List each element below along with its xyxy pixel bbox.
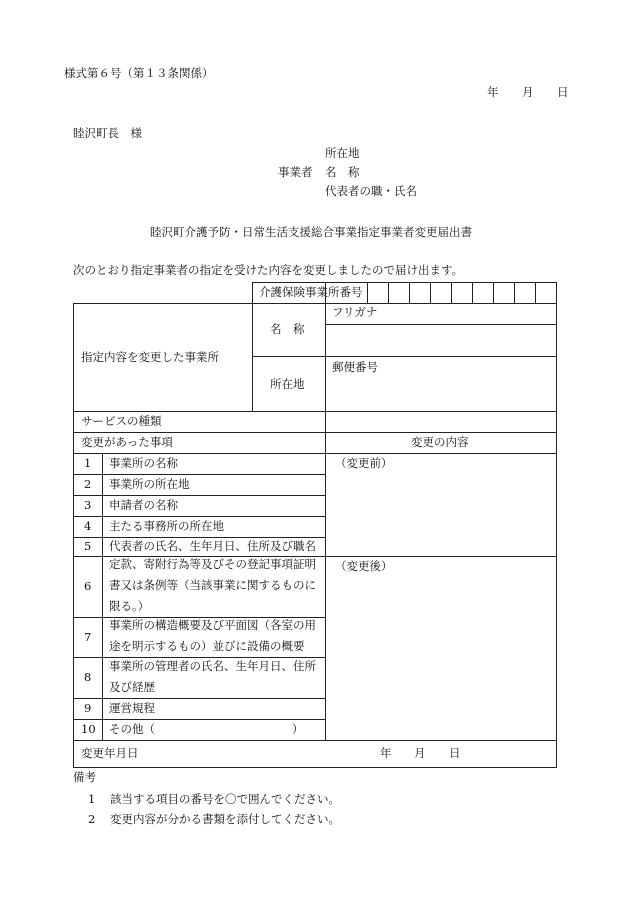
applicant-representative-label: 代表者の職・氏名 — [325, 184, 417, 198]
change-date-label: 変更年月日 — [81, 746, 139, 760]
item-number: 4 — [84, 519, 92, 533]
item-text: 申請者の名称 — [109, 498, 178, 512]
applicant-name-label: 名 称 — [325, 165, 360, 179]
item-text: 事業所の管理者の氏名、生年月日、住所及び経歴 — [109, 659, 316, 694]
addressee: 睦沢町長 様 — [73, 126, 142, 140]
document-title: 睦沢町介護予防・日常生活支援総合事業指定事業者変更届出書 — [150, 225, 472, 239]
item-number: 2 — [84, 477, 92, 491]
item-number: 6 — [84, 579, 92, 593]
change-content-label: 変更の内容 — [411, 435, 469, 449]
item-close-paren: ） — [292, 722, 304, 736]
item-text: 代表者の氏名、生年月日、住所及び職名 — [109, 539, 316, 553]
item-text: 定款、寄附行為等及びその登記事項証明書又は条例等（当該事業に関するものに限る。） — [109, 557, 316, 613]
item-text: 運営規程 — [109, 701, 155, 715]
note-text: 該当する項目の番号を〇で囲んでください。 — [110, 792, 340, 806]
date-day: 日 — [557, 85, 569, 99]
change-date-year: 年 — [380, 746, 392, 760]
change-date-month: 月 — [414, 746, 426, 760]
intro-text: 次のとおり指定事業者の指定を受けた内容を変更しましたので届け出ます。 — [73, 263, 464, 277]
after-change-label: （変更後） — [335, 559, 393, 573]
postal-code-label: 郵便番号 — [332, 360, 378, 374]
before-change-label: （変更前） — [335, 456, 393, 470]
applicant-business-label: 事業者 — [278, 165, 313, 179]
change-notification-table — [73, 282, 557, 768]
item-text: 事業所の名称 — [109, 456, 178, 470]
changed-items-label: 変更があった事項 — [81, 435, 173, 449]
item-number: 5 — [84, 539, 92, 553]
form-number: 様式第６号（第１３条関係） — [64, 66, 214, 80]
date-month: 月 — [522, 85, 534, 99]
change-date-day: 日 — [449, 746, 461, 760]
item-number: 1 — [84, 456, 92, 470]
item-text: 主たる事務所の所在地 — [109, 519, 224, 533]
item-text: 事業所の所在地 — [109, 477, 190, 491]
note-text: 変更内容が分かる書類を添付してください。 — [110, 812, 340, 826]
service-type-label: サービスの種類 — [81, 414, 162, 428]
note-number: 1 — [88, 792, 96, 806]
notes-heading: 備考 — [73, 770, 96, 784]
item-number: 7 — [84, 630, 92, 644]
insurance-number-label: 介護保険事業所番号 — [259, 285, 363, 299]
item-text: その他（ — [109, 722, 155, 736]
item-number: 10 — [81, 722, 96, 736]
item-text: 事業所の構造概要及び平面図（各室の用途を明示するもの）並びに設備の概要 — [109, 618, 316, 653]
item-number: 8 — [84, 670, 92, 684]
date-year: 年 — [487, 85, 499, 99]
furigana-label: フリガナ — [332, 305, 378, 319]
office-location-label: 所在地 — [270, 377, 305, 391]
office-name-label: 名 称 — [270, 322, 305, 336]
office-label: 指定内容を変更した事業所 — [81, 350, 219, 364]
item-number: 3 — [84, 498, 92, 512]
applicant-location-label: 所在地 — [325, 146, 360, 160]
note-number: 2 — [88, 812, 96, 826]
item-number: 9 — [84, 701, 92, 715]
